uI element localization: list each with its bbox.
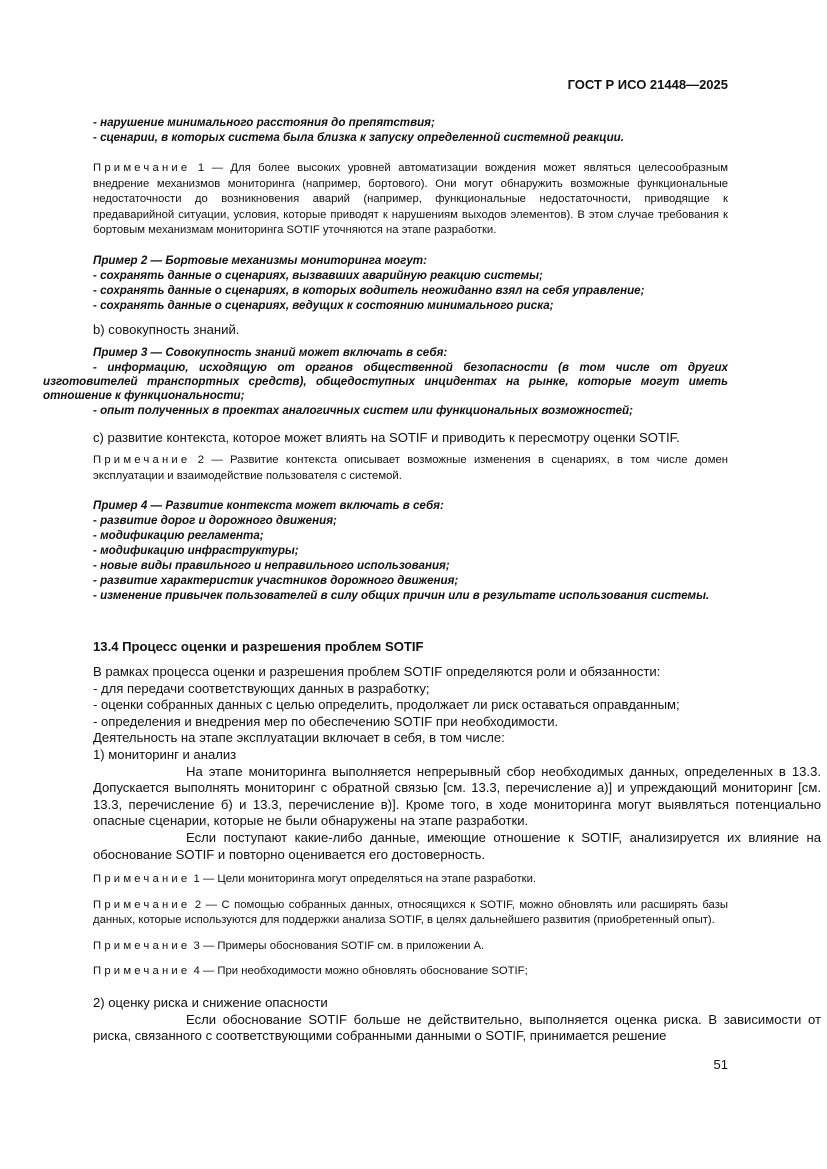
item-2-block xyxy=(93,995,821,1045)
enumeration-item: 2) оценку риска и снижение опасности xyxy=(93,995,328,1010)
note-text: 1 — Для более высоких уровней автоматизации вождения может являться целесообразным внедрение механизмов мониторинга (например, бортового). Они могут обнаружить возможные функциональные недостаточности до возникновения аварий (например, функциональные недостаточности, приводящие к предаварийной ситуации, условия, которые приводят к нарушениям выходов элементов). В этом случае требования к бортовым механизмам мониторинга SOTIF уточняются на этапе разработки. xyxy=(93,162,728,236)
list-item: - новые виды правильного и неправильного использования; xyxy=(93,559,450,572)
note-text: 2 — С помощью собранных данных, относящихся к SOTIF, можно обновлять или расширять базы данных, которые используются для поддержки анализа SOTIF, в целях дальнейшего развития (приобретенный опыт). xyxy=(93,898,728,926)
example-title: Пример 4 — Развитие контекста может включать в себя: xyxy=(93,499,444,512)
note-label: Примечание xyxy=(93,939,191,952)
monitoring-paragraph: На этапе мониторинга выполняется непрерывный сбор необходимых данных, определенных в 13.3. Допускается выполнять мониторинг с обратной связью [см. 13.3, перечисление а)] и упреждающий мониторинг [см. 13.3, перечисление б) и 13.3, перечисление в)]. Кроме того, в ходе мониторинга могут выявляться потенциально опасные сценарии, которые не были обнаружены на этапе разработки. xyxy=(93,763,821,829)
item-b xyxy=(93,322,728,339)
list-item: - информацию, исходящую от органов общественной безопасности (в том числе от других изготовителей транспортных средств), общедоступных инцидентах на рынке, которые могут иметь отношение к функциональности; xyxy=(43,361,728,402)
note-label: Примечание xyxy=(93,898,191,911)
list-item: - развитие характеристик участников дорожного движения; xyxy=(93,574,459,587)
note-label: Примечание xyxy=(93,873,191,885)
list-item: - сохранять данные о сценариях, ведущих к состоянию минимального риска; xyxy=(93,299,554,312)
note-label: Примечание xyxy=(93,162,191,174)
list-item: - изменение привычек пользователей в силу общих причин или в результате использования системы. xyxy=(93,589,710,602)
top-bullet-list xyxy=(93,116,728,145)
section-heading: 13.4 Процесс оценки и разрешения проблем SOTIF xyxy=(93,639,424,654)
list-item: - модификацию инфраструктуры; xyxy=(93,544,299,557)
list-item: - развитие дорог и дорожного движения; xyxy=(93,514,337,527)
note-label: Примечание xyxy=(93,965,191,977)
paragraph: Если поступают какие-либо данные, имеющие отношение к SOTIF, анализируется их влияние на обоснование SOTIF и повторно оценивается его достоверность. xyxy=(93,829,821,862)
note-2 xyxy=(93,453,728,484)
list-item: - оценки собранных данных с целью определить, продолжает ли риск оставаться оправданным; xyxy=(93,697,680,713)
enumeration-item: с) развитие контекста, которое может влиять на SOTIF и приводить к пересмотру оценки SOTIF. xyxy=(93,430,680,445)
section-13-4 xyxy=(93,639,821,863)
note-text: 4 — При необходимости можно обновлять обоснование SOTIF; xyxy=(190,965,528,977)
example-2 xyxy=(93,254,728,313)
note-1 xyxy=(93,161,728,239)
note xyxy=(93,898,728,929)
paragraph: В рамках процесса оценки и разрешения проблем SOTIF определяются роли и обязанности: xyxy=(93,664,661,679)
note-text: 3 — Примеры обоснования SOTIF см. в приложении А. xyxy=(190,939,485,952)
item-c xyxy=(93,430,728,447)
example-3 xyxy=(43,346,728,418)
list-item: - сценарии, в которых система была близка к запуску определенной системной реакции. xyxy=(93,131,624,144)
note-label: Примечание xyxy=(93,454,191,466)
document-header: ГОСТ Р ИСО 21448—2025 xyxy=(567,77,728,92)
enumeration-item: 1) мониторинг и анализ xyxy=(93,746,237,762)
list-item: - опыт полученных в проектах аналогичных систем или функциональных возможностей; xyxy=(93,404,633,417)
example-title: Пример 2 — Бортовые механизмы мониторинга могут: xyxy=(93,254,427,267)
paragraph: Деятельность на этапе эксплуатации включает в себя, в том числе: xyxy=(93,730,505,746)
notes-list xyxy=(93,872,728,980)
note xyxy=(93,964,728,980)
paragraph: Если обоснование SOTIF больше не действительно, выполняется оценка риска. В зависимости от риска, связанного с соответствующими собранными данными о SOTIF, принимается решение xyxy=(93,1011,821,1044)
example-title: Пример 3 — Совокупность знаний может включать в себя: xyxy=(93,346,448,359)
note xyxy=(93,939,728,955)
enumeration-item: b) совокупность знаний. xyxy=(93,322,240,337)
list-item: - определения и внедрения мер по обеспечению SOTIF при необходимости. xyxy=(93,713,559,729)
note xyxy=(93,872,728,888)
page-number: 51 xyxy=(713,1057,728,1072)
note-text: 2 — Развитие контекста описывает возможные изменения в сценариях, в том числе домен эксплуатации и взаимодействие пользователя с системой. xyxy=(93,454,728,482)
list-item: - сохранять данные о сценариях, в которых водитель неожиданно взял на себя управление; xyxy=(93,284,645,297)
note-text: 1 — Цели мониторинга могут определяться на этапе разработки. xyxy=(190,873,537,885)
list-item: - для передачи соответствующих данных в разработку; xyxy=(93,680,430,696)
list-item: - нарушение минимального расстояния до препятствия; xyxy=(93,116,435,129)
list-item: - сохранять данные о сценариях, вызвавших аварийную реакцию системы; xyxy=(93,269,543,282)
example-4 xyxy=(93,499,728,603)
list-item: - модификацию регламента; xyxy=(93,529,264,542)
